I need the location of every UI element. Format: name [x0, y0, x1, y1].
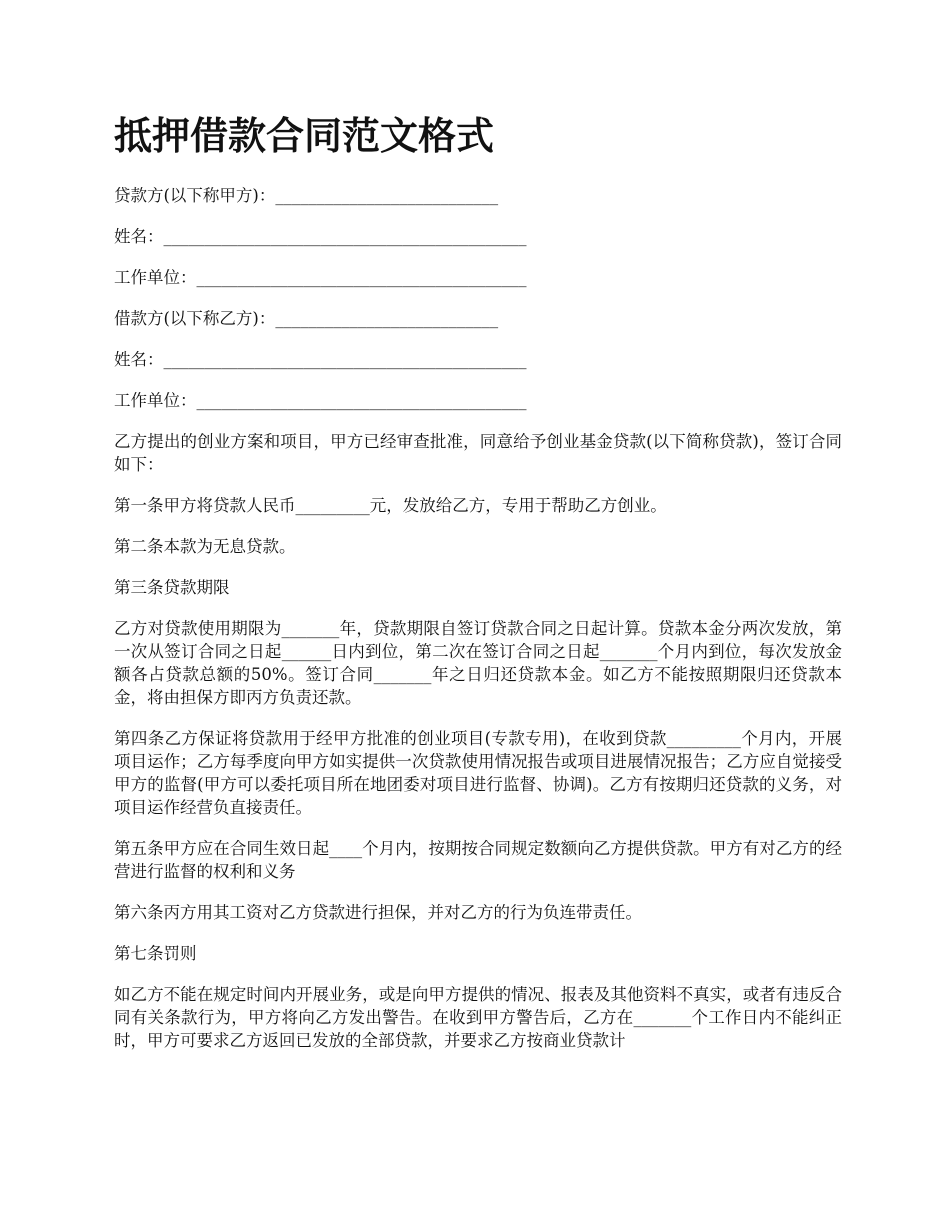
lender-workplace-label: 工作单位：: [114, 268, 197, 287]
article-7-body: 如乙方不能在规定时间内开展业务，或是向甲方提供的情况、报表及其他资料不真实，或者有违反合同有关条款行为，甲方将向乙方发出警告。在收到甲方警告后，乙方在_______个工作日内不能纠正时，甲方可要求乙方返回已发放的全部贷款，并要求乙方按商业贷款计: [114, 985, 842, 1050]
borrower-name-field: [114, 348, 842, 371]
article-3-heading: 第三条贷款期限: [114, 578, 230, 597]
intro-paragraph: 乙方提出的创业方案和项目，甲方已经审查批准，同意给予创业基金贷款(以下简称贷款)，签订合同如下：: [114, 432, 842, 474]
borrower-field: [114, 307, 842, 330]
lender-workplace-blank: ________________________________________: [196, 268, 527, 287]
document-title: 抵押借款合同范文格式: [114, 114, 495, 158]
lender-blank: ___________________________: [275, 186, 499, 205]
borrower-label: 借款方(以下称乙方)：: [114, 309, 276, 328]
lender-workplace-field: [114, 266, 842, 289]
lender-name-field: [114, 225, 842, 248]
lender-field: [114, 184, 842, 207]
borrower-workplace-blank: ________________________________________: [196, 391, 527, 410]
article-3-body: 乙方对贷款使用期限为_______年，贷款期限自签订贷款合同之日起计算。贷款本金分两次发放，第一次从签订合同之日起______日内到位，第二次在签订合同之日起_______个月内到位，每次发放金额各占贷款总额的50%。签订合同_______年之日归还贷款本金。如乙方不能按照期限归还贷款本金，将由担保方即丙方负责还款。: [114, 619, 842, 707]
article-4: 第四条乙方保证将贷款用于经甲方批准的创业项目(专款专用)，在收到贷款_________个月内，开展项目运作；乙方每季度向甲方如实提供一次贷款使用情况报告或项目进展情况报告；乙方应自觉接受甲方的监督(甲方可以委托项目所在地团委对项目进行监督、协调)。乙方有按期归还贷款的义务，对项目运作经营负直接责任。: [114, 729, 842, 817]
lender-name-label: 姓名：: [114, 227, 164, 246]
article-1: 第一条甲方将贷款人民币_________元，发放给乙方，专用于帮助乙方创业。: [114, 496, 667, 515]
borrower-blank: ___________________________: [275, 309, 499, 328]
lender-label: 贷款方(以下称甲方)：: [114, 186, 276, 205]
document-page: [114, 108, 842, 1070]
borrower-name-blank: ____________________________________________: [163, 350, 527, 369]
lender-name-blank: ____________________________________________: [163, 227, 527, 246]
article-5: 第五条甲方应在合同生效日起____个月内，按期按合同规定数额向乙方提供贷款。甲方有对乙方的经营进行监督的权利和义务: [114, 839, 842, 881]
borrower-workplace-field: [114, 389, 842, 412]
article-2: 第二条本款为无息贷款。: [114, 537, 296, 556]
article-6: 第六条丙方用其工资对乙方贷款进行担保，并对乙方的行为负连带责任。: [114, 903, 642, 922]
article-7-heading: 第七条罚则: [114, 944, 197, 963]
borrower-name-label: 姓名：: [114, 350, 164, 369]
borrower-workplace-label: 工作单位：: [114, 391, 197, 410]
